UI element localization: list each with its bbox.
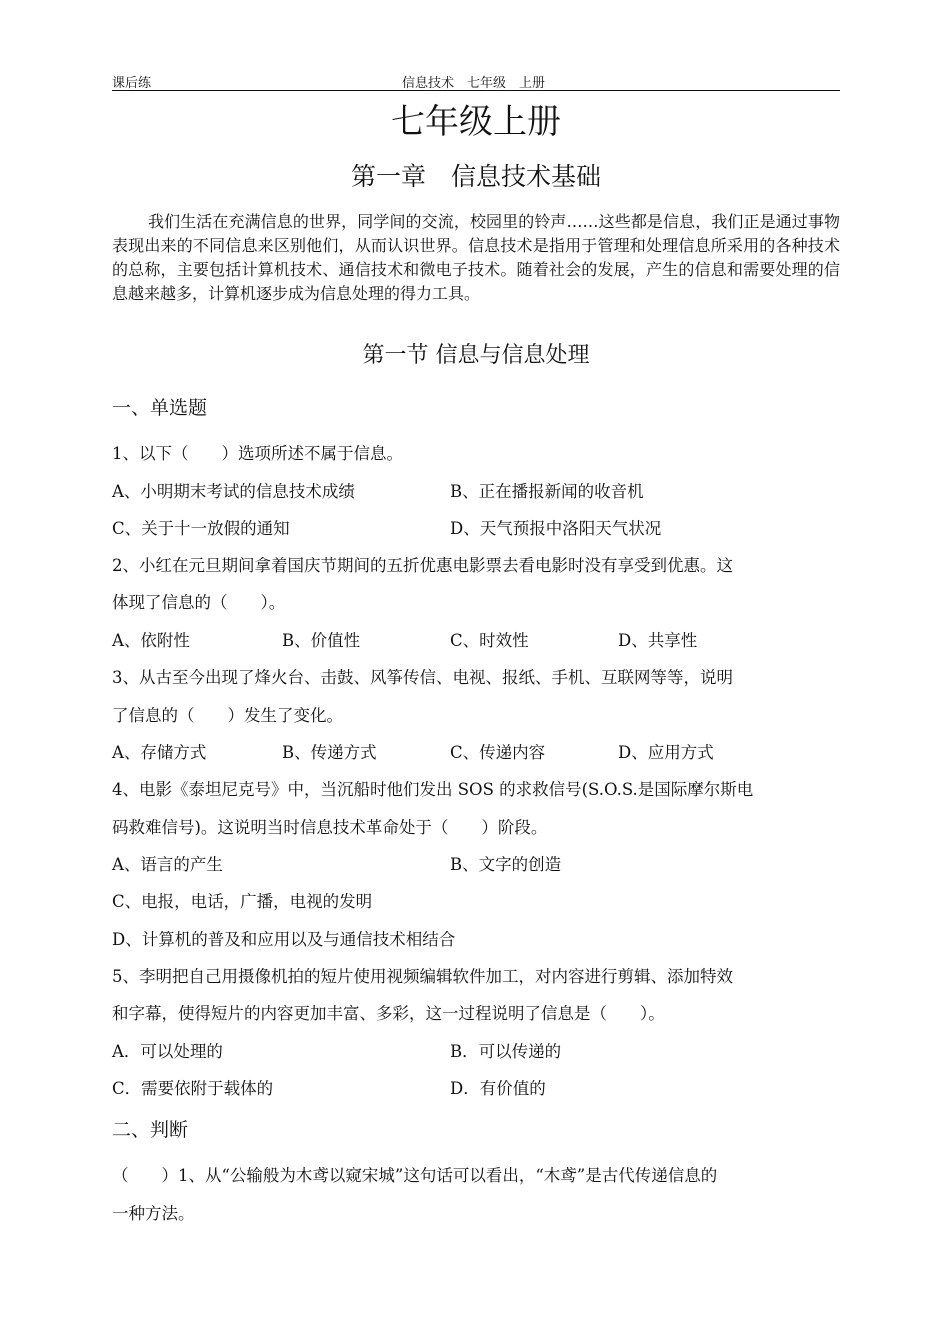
header-left: 课后练 [112, 76, 152, 91]
q3-option-d: D、应用方式 [618, 743, 714, 762]
q4-option-a: A、语言的产生 [112, 855, 223, 874]
q1-option-d: D、天气预报中洛阳天气状况 [450, 519, 662, 538]
part1-heading: 一、单选题 [112, 397, 208, 419]
header-rule [112, 90, 840, 91]
section-title: 第一节 信息与信息处理 [362, 343, 590, 368]
q1-option-c: C、关于十一放假的通知 [112, 519, 290, 538]
intro-paragraph: 我们生活在充满信息的世界，同学间的交流，校园里的铃声……这些都是信息，我们正是通过事物表现出来的不同信息来区别他们，从而认识世界。信息技术是指用于管理和处理信息所采用的各种技术的总称，主要包括计算机技术、通信技术和微电子技术。随着社会的发展，产生的信息和需要处理的信息越来越多，计算机逐步成为信息处理的得力工具。 [112, 212, 840, 303]
q5-option-d: D．有价值的 [450, 1079, 546, 1098]
q4-option-c: C、电报，电话，广播，电视的发明 [112, 892, 373, 911]
q2-option-d: D、共享性 [618, 631, 698, 650]
q5-option-c: C．需要依附于载体的 [112, 1079, 274, 1098]
judgment-1-line-1: （ ）1、从“公输般为木鸢以窥宋城”这句话可以看出，“木鸢”是古代传递信息的 [112, 1166, 718, 1185]
question-2-line-1: 2、小红在元旦期间拿着国庆节期间的五折优惠电影票去看电影时没有享受到优惠。这 [112, 556, 733, 575]
q3-option-a: A、存储方式 [112, 743, 207, 762]
question-5-line-2: 和字幕，使得短片的内容更加丰富、多彩，这一过程说明了信息是（ ）。 [112, 1004, 665, 1023]
q1-option-b: B、正在播报新闻的收音机 [450, 482, 644, 501]
q1-option-a: A、小明期末考试的信息技术成绩 [112, 482, 355, 501]
chapter-title: 第一章 信息技术基础 [350, 162, 601, 191]
judgment-1-line-2: 一种方法。 [112, 1204, 195, 1223]
q4-option-d: D、计算机的普及和应用以及与通信技术相结合 [112, 930, 456, 949]
question-5-line-1: 5、李明把自己用摄像机拍的短片使用视频编辑软件加工，对内容进行剪辑、添加特效 [112, 967, 733, 986]
question-3-line-1: 3、从古至今出现了烽火台、击鼓、风筝传信、电视、报纸、手机、互联网等等，说明 [112, 668, 733, 687]
q3-option-c: C、传递内容 [450, 743, 546, 762]
q2-option-b: B、价值性 [282, 631, 361, 650]
q5-option-a: A．可以处理的 [112, 1042, 223, 1061]
question-3-line-2: 了信息的（ ）发生了变化。 [112, 706, 343, 725]
q3-option-b: B、传递方式 [282, 743, 377, 762]
q2-option-a: A、依附性 [112, 631, 190, 650]
question-1: 1、以下（ ）选项所述不属于信息。 [112, 444, 403, 463]
question-4-line-2: 码救难信号)。这说明当时信息技术革命处于（ ）阶段。 [112, 818, 548, 837]
q5-option-b: B．可以传递的 [450, 1042, 562, 1061]
page-header [112, 72, 840, 90]
header-center: 信息技术 七年级 上册 [402, 76, 546, 91]
question-2-line-2: 体现了信息的（ ）。 [112, 593, 286, 612]
page-title: 七年级上册 [391, 102, 561, 142]
q2-option-c: C、时效性 [450, 631, 529, 650]
q4-option-b: B、文字的创造 [450, 855, 562, 874]
question-4-line-1: 4、电影《泰坦尼克号》中，当沉船时他们发出 SOS 的求救信号(S.O.S.是国际摩尔斯电 [112, 780, 754, 799]
part2-heading: 二、判断 [112, 1119, 189, 1141]
